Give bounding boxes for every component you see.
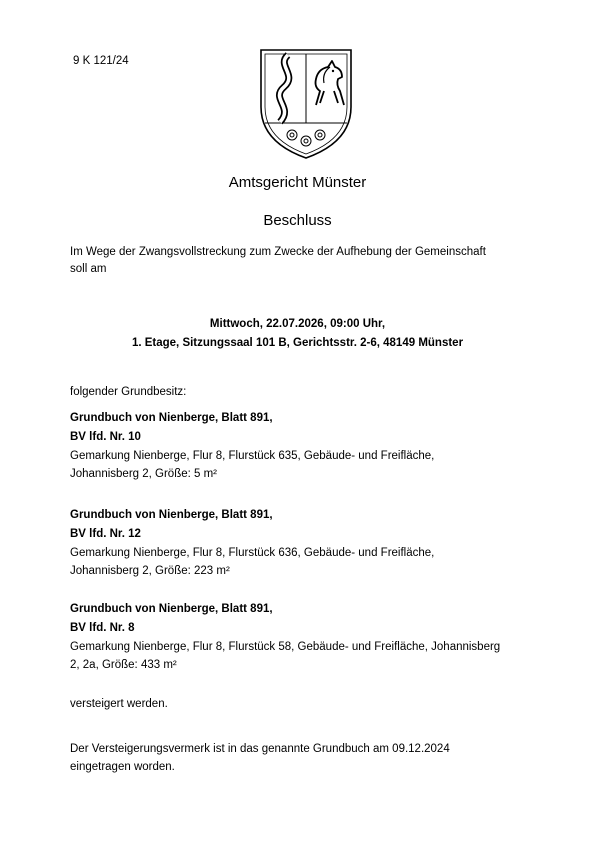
parcel-entry: BV lfd. Nr. 12 <box>70 528 141 540</box>
parcel-item <box>70 600 540 674</box>
intro-text <box>70 244 540 278</box>
parcel-description: Gemarkung Nienberge, Flur 8, Flurstück 635, Gebäude- und Freifläche, <box>70 450 435 462</box>
parcel-item <box>70 506 540 580</box>
parcel-description: Gemarkung Nienberge, Flur 8, Flurstück 58, Gebäude- und Freifläche, Johannisberg <box>70 641 501 653</box>
document-title: Beschluss <box>263 212 332 229</box>
parcel-description-cont: 2, 2a, Größe: 433 m² <box>70 659 177 671</box>
note-line-2: eingetragen worden. <box>70 761 175 773</box>
parcel-item <box>70 409 540 483</box>
file-number: 9 K 121/24 <box>73 55 129 67</box>
auction-date: Mittwoch, 22.07.2026, 09:00 Uhr, <box>209 318 386 330</box>
closing-text: versteigert werden. <box>70 698 168 710</box>
intro-line-2: soll am <box>70 263 107 275</box>
parcel-description: Gemarkung Nienberge, Flur 8, Flurstück 636, Gebäude- und Freifläche, <box>70 547 435 559</box>
parcel-entry: BV lfd. Nr. 10 <box>70 431 141 443</box>
parcel-description-cont: Johannisberg 2, Größe: 5 m² <box>70 468 218 480</box>
nrw-coat-of-arms-icon <box>258 47 354 161</box>
intro-line-1: Im Wege der Zwangsvollstreckung zum Zwecke der Aufhebung der Gemeinschaft <box>70 246 486 258</box>
property-heading: folgender Grundbesitz: <box>70 386 187 398</box>
parcel-description-cont: Johannisberg 2, Größe: 223 m² <box>70 565 230 577</box>
registration-note <box>70 740 540 776</box>
note-line-1: Der Versteigerungsvermerk ist in das genannte Grundbuch am 09.12.2024 <box>70 743 450 755</box>
court-name: Amtsgericht Münster <box>228 174 367 191</box>
auction-date-location <box>0 315 595 353</box>
parcel-register: Grundbuch von Nienberge, Blatt 891, <box>70 412 273 424</box>
parcel-register: Grundbuch von Nienberge, Blatt 891, <box>70 509 273 521</box>
parcel-register: Grundbuch von Nienberge, Blatt 891, <box>70 603 273 615</box>
parcel-entry: BV lfd. Nr. 8 <box>70 622 135 634</box>
auction-location: 1. Etage, Sitzungssaal 101 B, Gerichtsstr. 2-6, 48149 Münster <box>131 337 464 349</box>
